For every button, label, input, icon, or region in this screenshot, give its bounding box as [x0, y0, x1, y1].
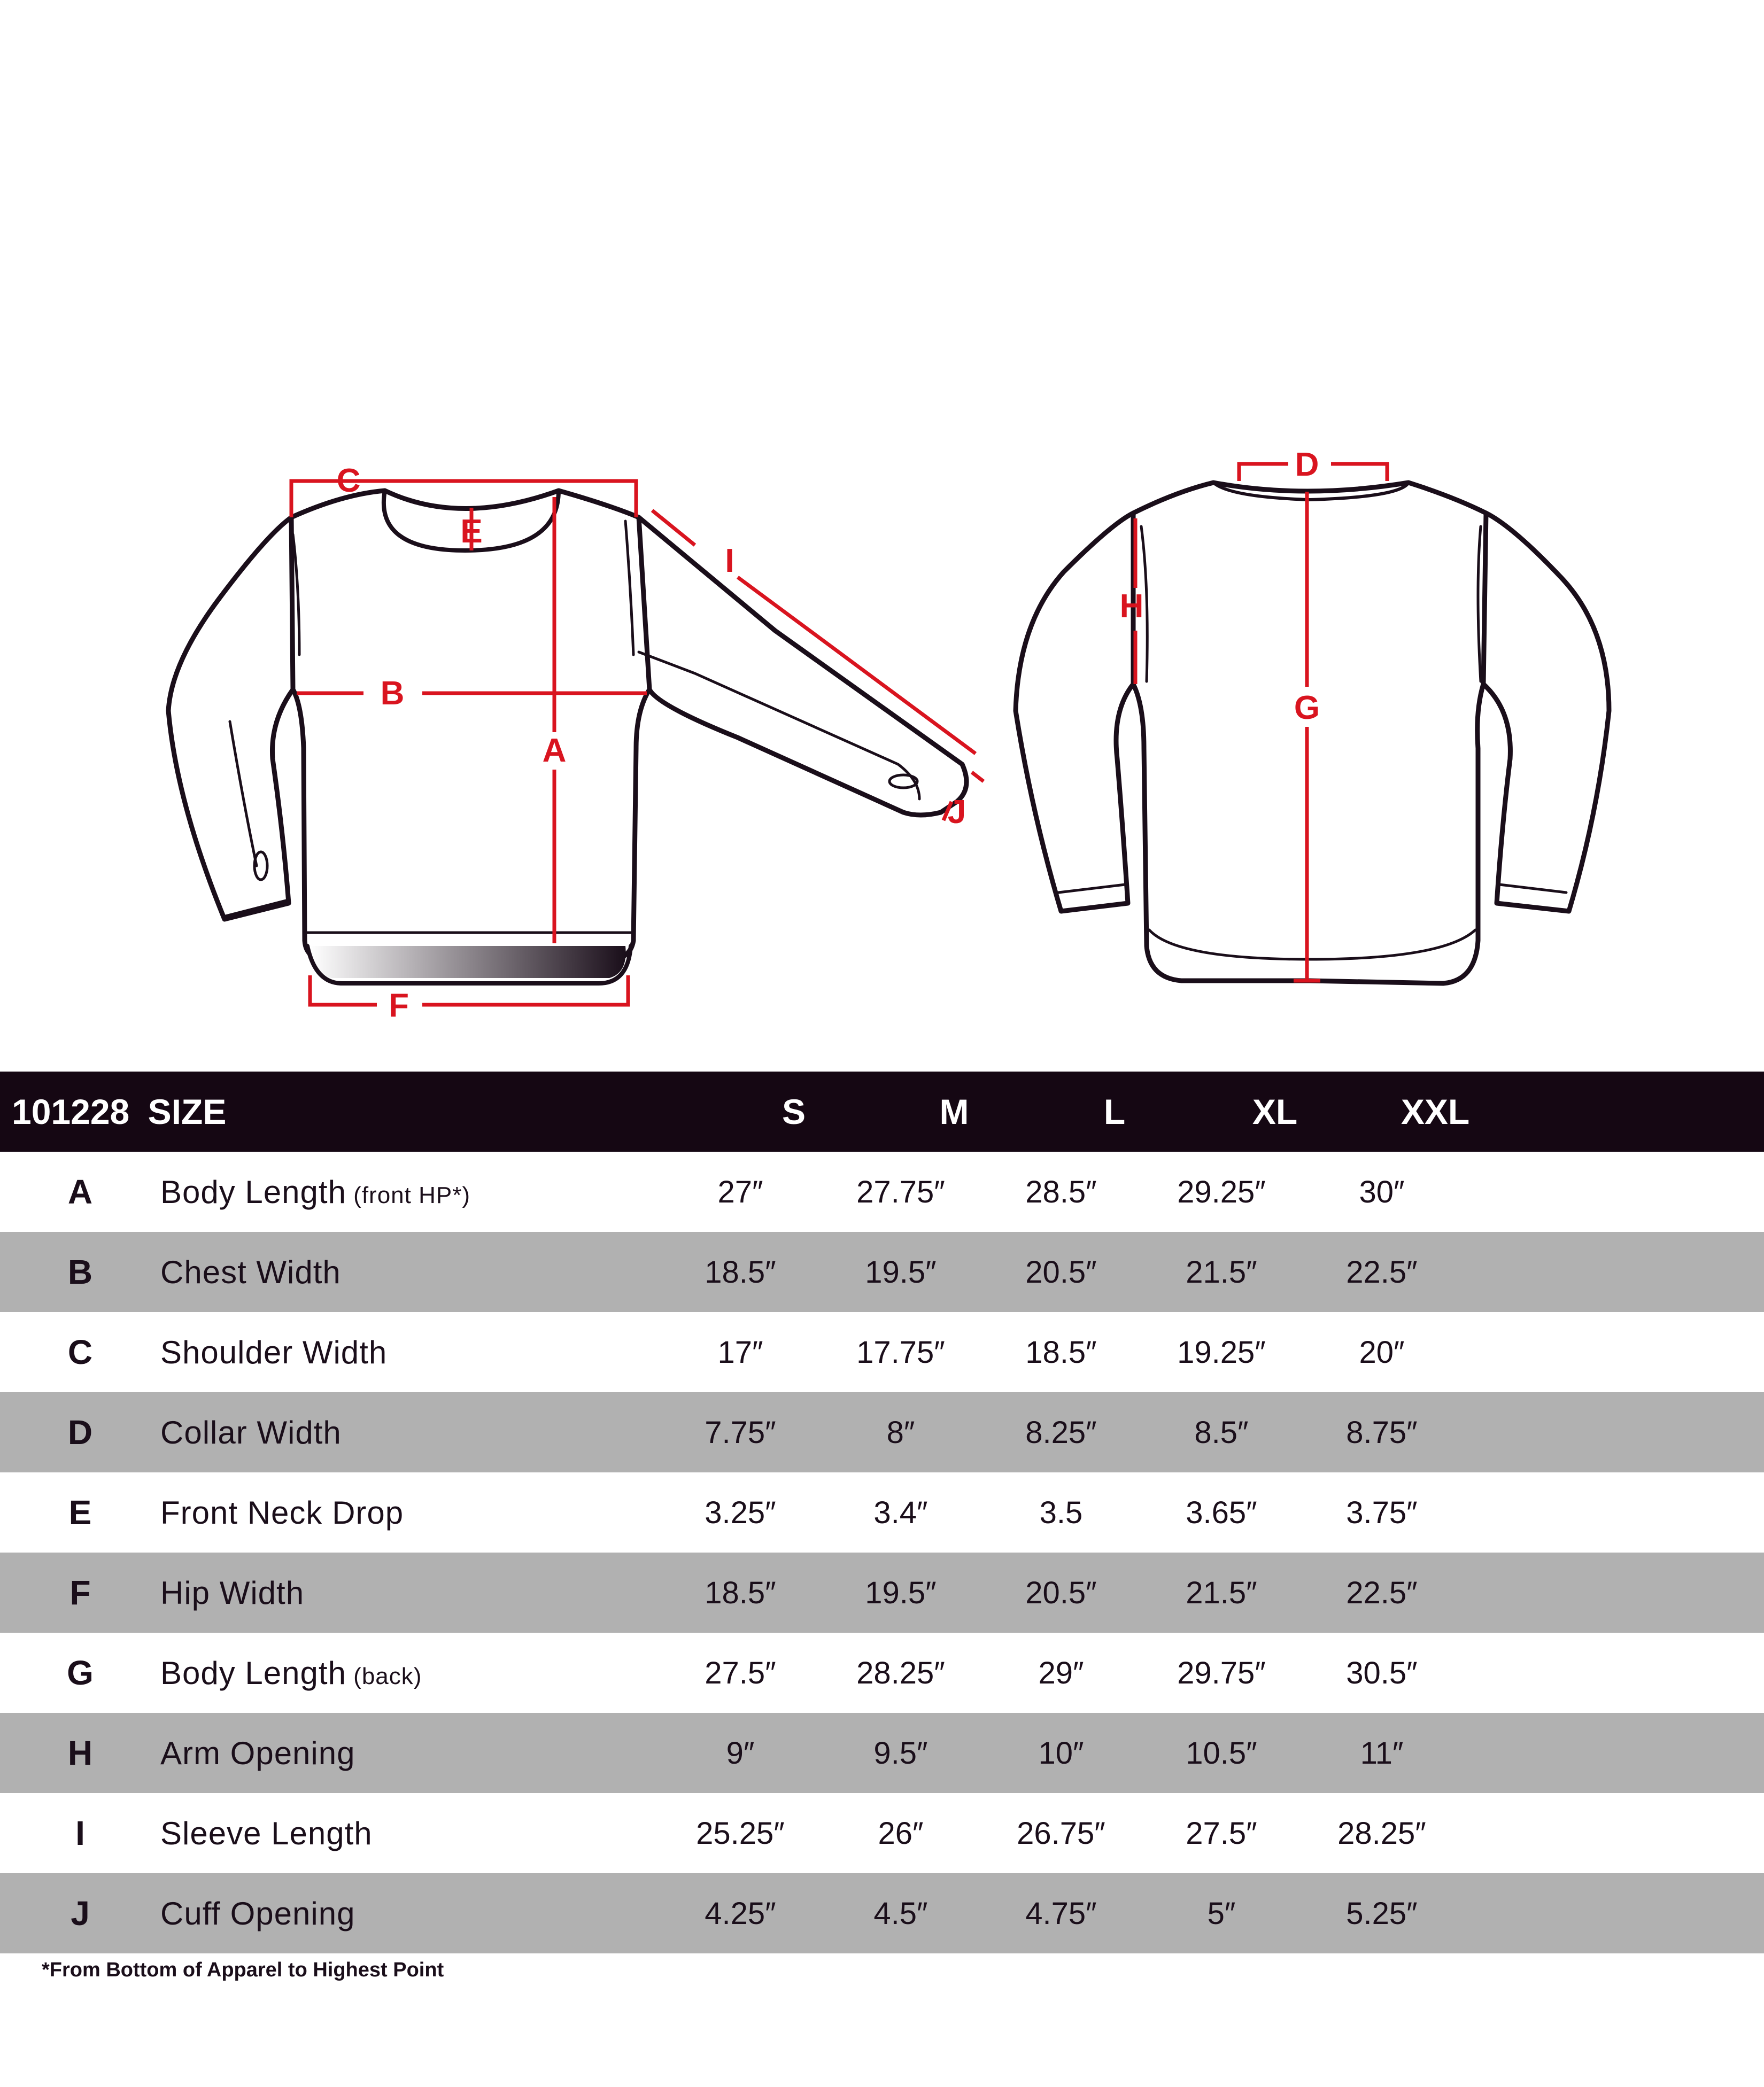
row-value: 10″	[1038, 1735, 1084, 1771]
row-letter: E	[68, 1493, 92, 1532]
back-left-sleeve-cuff	[1058, 885, 1125, 893]
row-value: 29″	[1038, 1655, 1084, 1690]
label-f: F	[389, 987, 409, 1024]
size-col-m: M	[939, 1092, 969, 1131]
row-value: 20.5″	[1025, 1575, 1097, 1610]
row-measurement-name: Shoulder Width	[160, 1334, 388, 1370]
label-c: C	[336, 462, 361, 499]
row-measurement-note: (front HP*)	[346, 1182, 470, 1208]
size-col-xxl: XXL	[1401, 1092, 1470, 1131]
size-col-l: L	[1103, 1092, 1126, 1131]
row-value: 3.4″	[873, 1495, 928, 1530]
back-right-sleeve-seam	[1478, 526, 1481, 681]
table-row	[0, 1633, 1764, 1713]
back-right-sleeve-cuff	[1499, 885, 1566, 893]
row-letter: B	[67, 1253, 93, 1291]
row-value: 18.5″	[705, 1254, 776, 1290]
row-value: 5.25″	[1346, 1896, 1418, 1931]
row-value: 9″	[726, 1735, 755, 1771]
row-value: 29.75″	[1177, 1655, 1266, 1690]
row-letter: F	[69, 1573, 91, 1612]
row-letter: H	[67, 1734, 93, 1772]
row-value: 19.5″	[865, 1575, 937, 1610]
row-value: 18.5″	[1025, 1335, 1097, 1370]
table-row	[0, 1873, 1764, 1953]
front-right-sleeve-seam	[625, 521, 633, 655]
row-letter: A	[67, 1173, 93, 1211]
back-right-sleeve	[1483, 513, 1609, 911]
row-value: 19.5″	[865, 1254, 937, 1290]
row-value: 19.25″	[1177, 1335, 1266, 1370]
size-header: SIZE	[148, 1092, 227, 1131]
row-value: 4.5″	[873, 1896, 928, 1931]
label-j: J	[947, 794, 966, 831]
table-row	[0, 1793, 1764, 1873]
row-value: 22.5″	[1346, 1254, 1418, 1290]
table-row	[0, 1312, 1764, 1392]
table-row	[0, 1472, 1764, 1553]
row-value: 8.75″	[1346, 1415, 1418, 1450]
row-letter: G	[67, 1654, 94, 1692]
front-view	[168, 491, 966, 983]
row-value: 8″	[886, 1415, 915, 1450]
row-value: 5″	[1207, 1896, 1236, 1931]
row-value: 4.75″	[1025, 1896, 1097, 1931]
row-value: 26.75″	[1017, 1816, 1105, 1851]
row-measurement-note: (back)	[346, 1663, 422, 1689]
row-measurement-name: Sleeve Length	[160, 1815, 373, 1851]
row-value: 10.5″	[1186, 1735, 1257, 1771]
footnote: *From Bottom of Apparel to Highest Point	[42, 1959, 444, 1981]
table-row	[0, 1553, 1764, 1633]
row-value: 27″	[717, 1174, 763, 1209]
row-value: 28.5″	[1025, 1174, 1097, 1209]
row-value: 8.25″	[1025, 1415, 1097, 1450]
row-value: 9.5″	[873, 1735, 928, 1771]
row-measurement-name: Cuff Opening	[160, 1895, 355, 1931]
row-value: 29.25″	[1177, 1174, 1266, 1209]
row-value: 3.75″	[1346, 1495, 1418, 1530]
label-d: D	[1295, 446, 1319, 483]
row-value: 28.25″	[856, 1655, 945, 1690]
label-h: H	[1119, 588, 1144, 625]
row-measurement-name: Hip Width	[160, 1574, 305, 1611]
back-view	[1016, 483, 1609, 983]
style-code: 101228	[12, 1092, 130, 1131]
row-value: 22.5″	[1346, 1575, 1418, 1610]
row-measurement-name: Front Neck Drop	[160, 1494, 404, 1531]
label-i: I	[725, 542, 734, 579]
label-a: A	[542, 732, 567, 769]
front-body-outline	[291, 491, 649, 959]
row-value: 28.25″	[1337, 1816, 1426, 1851]
front-left-sleeve-inner	[223, 721, 286, 917]
table-row	[0, 1232, 1764, 1312]
table-row	[0, 1713, 1764, 1793]
label-b: B	[380, 675, 405, 712]
row-value: 7.75″	[705, 1415, 776, 1450]
row-value: 20″	[1359, 1335, 1405, 1370]
label-e: E	[460, 513, 483, 550]
row-value: 30″	[1359, 1174, 1405, 1209]
row-value: 8.5″	[1194, 1415, 1249, 1450]
back-left-sleeve	[1016, 513, 1133, 911]
row-measurement-name: Arm Opening	[160, 1735, 355, 1771]
front-right-sleeve-inner	[639, 652, 919, 799]
front-right-sleeve	[639, 517, 966, 815]
row-measurement-name: Collar Width	[160, 1414, 342, 1450]
table-header	[0, 1072, 1764, 1152]
table-body	[0, 1152, 1764, 1953]
row-measurement-name: Body Length (front HP*)	[160, 1174, 470, 1210]
row-letter: D	[67, 1413, 93, 1452]
row-value: 11″	[1360, 1735, 1404, 1771]
size-chart-table	[0, 1072, 1764, 1953]
row-value: 30.5″	[1346, 1655, 1418, 1690]
front-hem-shaded	[310, 946, 626, 978]
row-value: 27.75″	[856, 1174, 945, 1209]
front-left-sleeve	[168, 517, 293, 919]
row-measurement-name: Body Length (back)	[160, 1655, 422, 1691]
table-row	[0, 1152, 1764, 1232]
measure-g-line	[1294, 492, 1320, 981]
row-value: 4.25″	[705, 1896, 776, 1931]
measure-f-line	[310, 975, 628, 1005]
row-value: 3.25″	[705, 1495, 776, 1530]
row-value: 26″	[878, 1816, 924, 1851]
row-letter: J	[71, 1894, 90, 1933]
row-value: 21.5″	[1186, 1575, 1257, 1610]
row-letter: I	[75, 1814, 85, 1852]
row-value: 3.65″	[1186, 1495, 1257, 1530]
size-col-s: S	[782, 1092, 806, 1131]
row-value: 21.5″	[1186, 1254, 1257, 1290]
back-body-outline	[1133, 483, 1486, 983]
row-value: 27.5″	[1186, 1816, 1257, 1851]
row-value: 3.5	[1039, 1495, 1083, 1530]
row-value: 27.5″	[705, 1655, 776, 1690]
back-measure-lines	[1135, 464, 1387, 981]
measure-i-line	[652, 510, 976, 754]
row-value: 20.5″	[1025, 1254, 1097, 1290]
row-letter: C	[67, 1333, 93, 1371]
row-value: 17″	[717, 1335, 763, 1370]
table-row	[0, 1392, 1764, 1472]
row-value: 25.25″	[696, 1816, 785, 1851]
back-hem	[1149, 930, 1475, 959]
row-value: 17.75″	[856, 1335, 945, 1370]
size-col-xl: XL	[1252, 1092, 1298, 1131]
label-g: G	[1294, 689, 1320, 726]
row-measurement-name: Chest Width	[160, 1254, 341, 1290]
row-value: 18.5″	[705, 1575, 776, 1610]
